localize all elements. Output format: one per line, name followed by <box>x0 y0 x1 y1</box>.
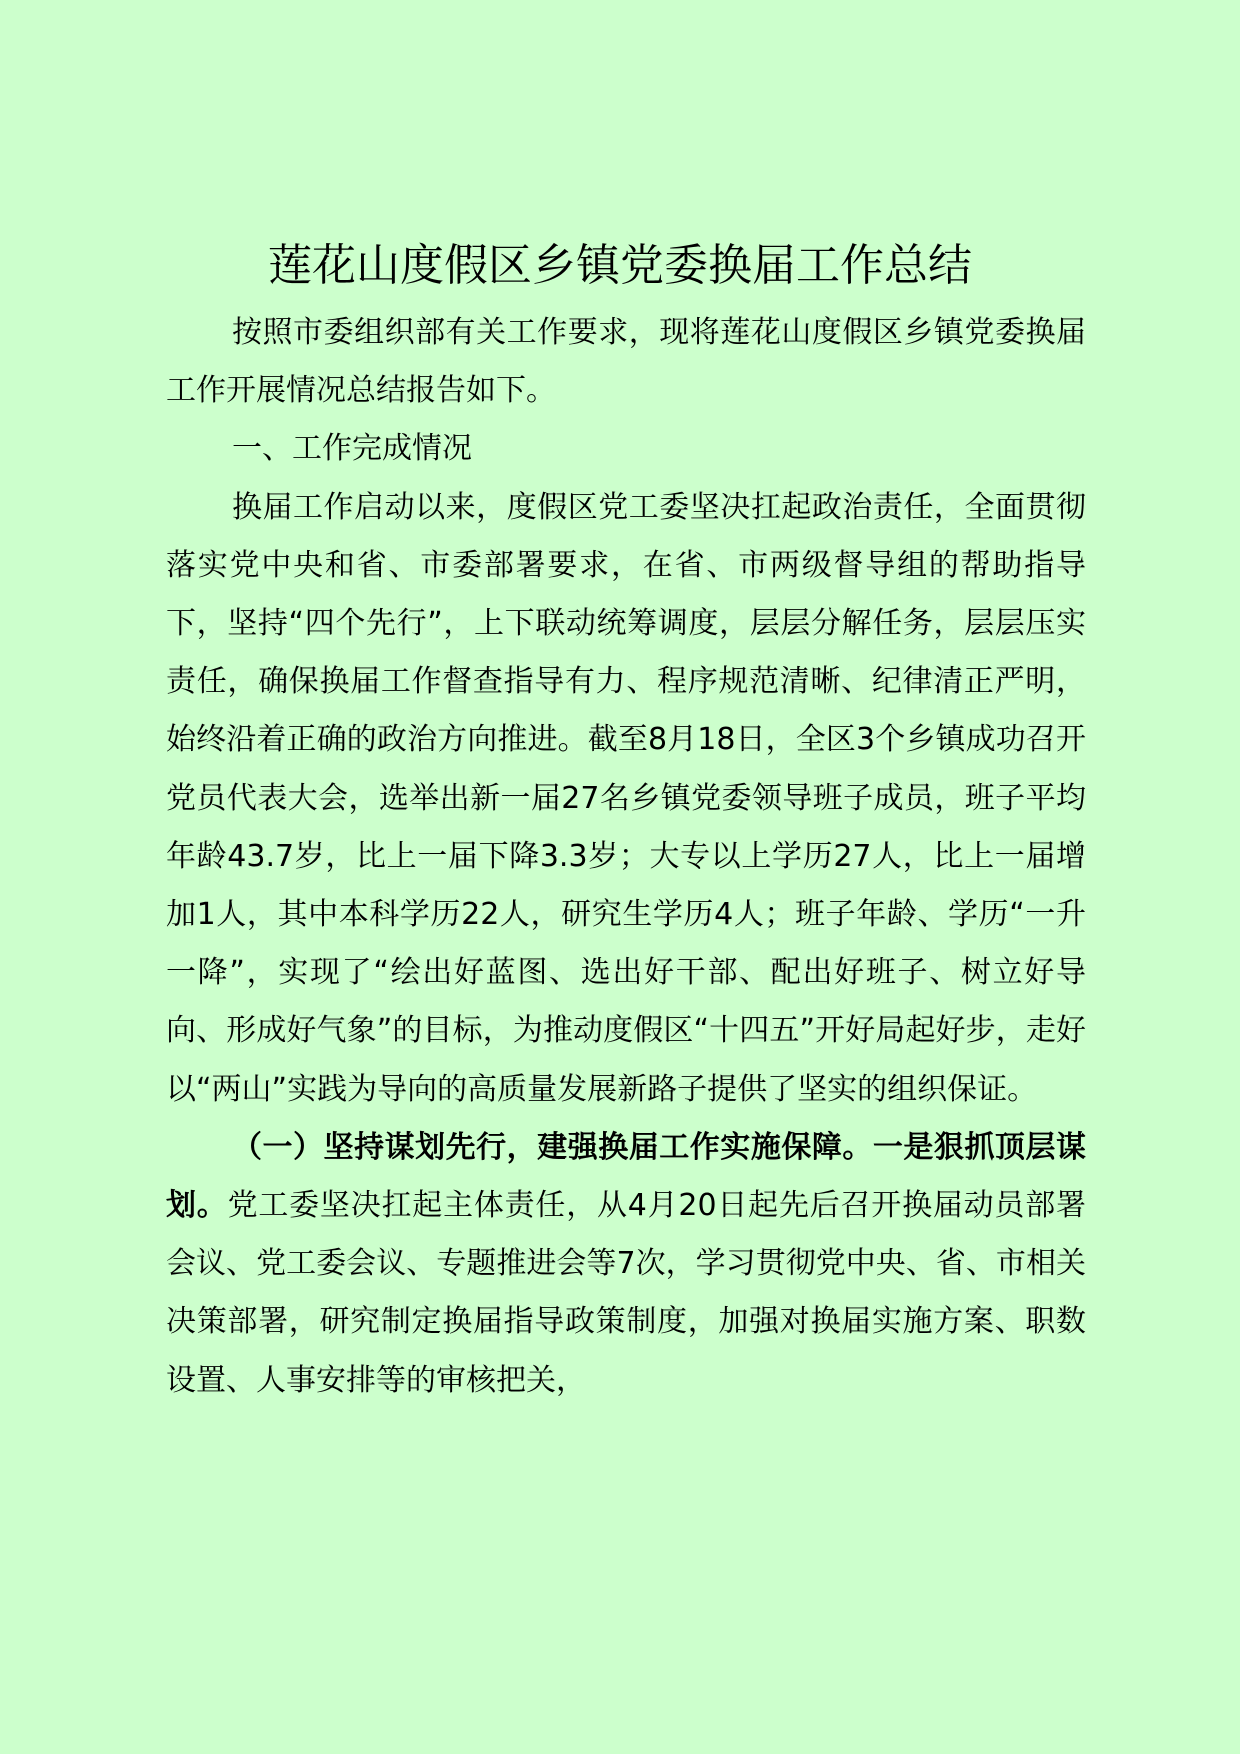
section-paragraph: 换届工作启动以来，度假区党工委坚决扛起政治责任，全面贯彻落实党中央和省、市委部署要求，在省、市两级督导组的帮助指导下，坚持“四个先行”，上下联动统筹调度，层层分解任务，层层压实责任，确保换届工作督查指导有力、程序规范清晰、纪律清正严明，始终沿着正确的政治方向推进。截至8月18日，全区3个乡镇成功召开党员代表大会，选举出新一届27名乡镇党委领导班子成员，班子平均年龄43.7岁，比上一届下降3.3岁；大专以上学历27人，比上一届增加1人，其中本科学历22人，研究生学历4人；班子年龄、学历“一升一降”，实现了“绘出好蓝图、选出好干部、配出好班子、树立好导向、形成好气象”的目标，为推动度假区“十四五”开好局起好步，走好以“两山”实践为导向的高质量发展新路子提供了坚实的组织保证。 <box>166 489 1086 1107</box>
section-heading: 一、工作完成情况 <box>232 431 472 467</box>
document-body <box>166 304 1086 1410</box>
intro-paragraph: 按照市委组织部有关工作要求，现将莲花山度假区乡镇党委换届工作开展情况总结报告如下。 <box>166 315 1086 409</box>
subsection-heading: （一）坚持谋划先行，建强换届工作实施保障。 <box>232 1129 873 1165</box>
subsection-lead: 一是狠抓顶层谋划。 <box>166 1129 1087 1224</box>
subsection-text: 党工委坚决扛起主体责任，从4月20日起先后召开换届动员部署会议、党工委会议、专题推进会等7次，学习贯彻党中央、省、市相关决策部署，研究制定换届指导政策制度，加强对换届实施方案、职数设置、人事安排等的审核把关， <box>166 1188 1087 1398</box>
document-title: 莲花山度假区乡镇党委换届工作总结 <box>268 240 972 291</box>
subsection-paragraph <box>166 1119 1086 1410</box>
